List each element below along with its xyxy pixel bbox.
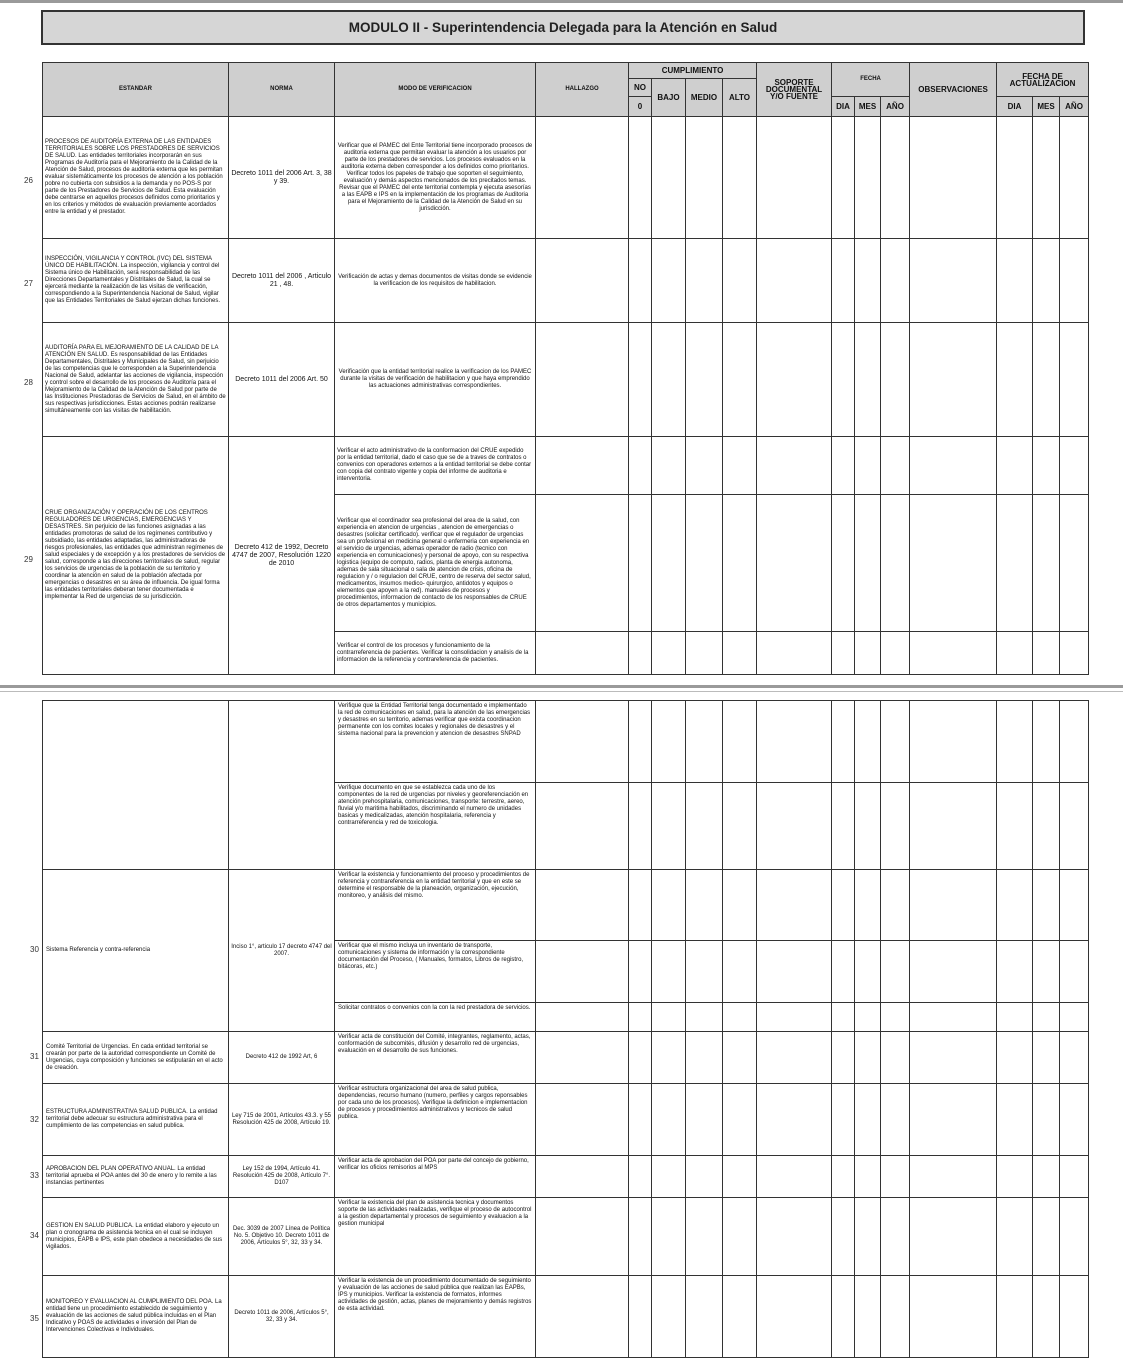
header-modo-verificacion: MODO DE VERIFICACION xyxy=(335,63,536,117)
norma-cell: Decreto 412 de 1992, Decreto 4747 de 2007, Resolución 1220 de 2010 xyxy=(229,437,335,675)
table-row xyxy=(43,870,1089,941)
estandar-cell: PROCESOS DE AUDITORÍA EXTERNA DE LAS ENTIDADES TERRITORIALES SOBRE LOS PRESTADORES DE SERVICIOS DE SALUD. Las entidades territoriales incorporarán en sus Programas de Auditoría para el Mejoramiento de la Calidad de la Atención de Salud, procesos de auditoría externa que les permitan evaluar sistemáticamente los procesos de atención a los población pobre no cubierta con subsidios a la demanda y no POS-S por parte de los Prestadores de Servicios de Salud. Esta evaluación debe centrarse en aquellos procesos definidos como prioritarios y en los criterios y métodos de evaluación previamente acordados entre la entidad y el prestador. xyxy=(43,117,229,239)
table-row xyxy=(43,1084,1089,1156)
row-number: 31 xyxy=(30,1052,39,1061)
table-row xyxy=(43,239,1089,323)
estandar-cell xyxy=(43,701,229,870)
row-number: 29 xyxy=(24,555,33,564)
row-number: 28 xyxy=(24,378,33,387)
norma-cell: Decreto 1011 del 2006 , Articulo 21 , 48. xyxy=(229,239,335,323)
header-soporte: SOPORTE DOCUMENTAL Y/O FUENTE xyxy=(757,63,832,117)
estandar-cell: MONITOREO Y EVALUACION AL CUMPLIMIENTO DEL POA. La entidad tiene un procedimiento establecido de seguimiento y evaluación de las acciones de salud pública incluidas en el Plan Indicativo y POAS de actividades e inversión del Plan de Intervenciones Colectivas e Individuales. xyxy=(43,1276,229,1358)
modo-cell: Verificar acta de constitución del Comité, integrantes, reglamento, actas, conformación de subcomités, difusión y desarrollo red de urgencias, evaluación en el desarrollo de sus funciones. xyxy=(335,1032,536,1084)
modo-cell: Verifique documento en que se establezca cada uno de los componentes de la red de urgencias por niveles y georeferenciación en atención prehospitalaria, comunicaciones, transporte: terrestre, aereo, fluvial y/o maritima habilitados, discriminando el numero de unidades basicas y medicalizadas, atención hospitalaria, referencia y contrarreferencia y red de toxicologia. xyxy=(335,783,536,870)
row-number: 27 xyxy=(24,279,33,288)
modo-cell: Verificar el control de los procesos y funcionamiento de la contrarreferencia de pacientes. Verificar la consolidacion y analisis de la informacion de la referencia y contrareferencia de pacientes. xyxy=(335,632,536,675)
norma-cell: Decreto 412 de 1992 Art, 6 xyxy=(229,1032,335,1084)
norma-cell: Dec. 3039 de 2007 Línea de Política No. 5. Objetivo 10. Decreto 1011 de 2006, Artículos 5°, 32, 33 y 34. xyxy=(229,1198,335,1276)
norma-cell: Decreto 1011 del 2006 Art. 50 xyxy=(229,323,335,437)
header-estandar: ESTANDAR xyxy=(43,63,229,117)
modo-cell: Verificar estructura organizacional del area de salud publica, dependencias, recurso humano (numero, perfiles y cargos reponsables por cada uno de los procesos). Verifique la definicion e implementacion de procesos y procedimientos administrativos y tecnicos de salud publica. xyxy=(335,1084,536,1156)
norma-cell xyxy=(229,701,335,870)
modo-cell: Verificar el acto administrativo de la conformacion del CRUE expedido por la entidad territorial, dado el caso que se de a traves de contratos o convenios con operadores externos a la entidad territorial se debe contar con copia del contrato vigente y copia del informe de auditoria e interventoria. xyxy=(335,437,536,495)
header-bajo: BAJO xyxy=(652,79,686,117)
table-row xyxy=(43,437,1089,495)
row-number: 35 xyxy=(30,1314,39,1323)
header-hallazgo: HALLAZGO xyxy=(536,63,629,117)
header-act-dia: DIA xyxy=(997,97,1033,117)
modo-cell: Verificar la existencia del plan de asistencia tecnica y documentos soporte de las actividades realizadas, verifique el proceso de autocontrol a la gestion departamental y procesos de seguimiento y evaluacion a la gestion municipal xyxy=(335,1198,536,1276)
modo-cell: Verificar que el PAMEC del Ente Territorial tiene incorporado procesos de auditoria externa que permitan evaluar la atención a los usuarios por parte de los prestadores de servicios. Los procesos evaluados en la auditoria externa deben corresponder a los definidos como prioritarios. Verificar todos los papeles de trabajo que soporten el seguimiento, evaluación y demás aspectos mencionados de los precitados temas. Revisar que el PAMEC del ente territorial contempla y ejecuta asesorías a las EAPB e IPS en la implementación de los programas de Auditoria para el Mejoramiento de la Calidad de la Atención de Salud en su jurisdicción. xyxy=(335,117,536,239)
modo-cell: Verificar que el mismo incluya un inventario de transporte, comunicaciones y sistema de información y la correspondiente documentación del Proceso, ( Manuales, formatos, Libros de registro, bitácoras, etc.) xyxy=(335,941,536,1003)
table-row xyxy=(43,1032,1089,1084)
row-number: 30 xyxy=(30,945,39,954)
norma-cell: Ley 152 de 1994, Artículo 41. Resolución 425 de 2008, Artículo 7°. D107 xyxy=(229,1156,335,1198)
row-number: 26 xyxy=(24,176,33,185)
modo-cell: Verifique que la Entidad Territorial tenga documentado e implementado la red de comunicaciones en salud, para la atención de las emergencias y desastres en su territorio, ademas verificar que exista coordinacion permanente con los comites locales y regionales de desastres y el sistema nacional para la prevencion y atencion de desastres SNPAD xyxy=(335,701,536,783)
header-cumplimiento: CUMPLIMIENTO xyxy=(629,63,757,79)
estandar-cell: Comité Territorial de Urgencias. En cada entidad territorial se crearán por parte de la autoridad correspondiente un Comité de Urgencias, cuya composición y funciones se estipularán en el acto de creación. xyxy=(43,1032,229,1084)
table-row xyxy=(43,1276,1089,1358)
modo-cell: Verificar que el coordinador sea profesional del area de la salud, con experiencia en atencion de urgencias , atencion de emergencias o desastres (solicitar certificado). verificar que el regulador de urgencias sea un profesional en medicina general o enfermeria con experiencia en el servicio de urgencias, ademas operador de radio (tecnico con experiencia en comunicaciones) y personal de apoyo, con su respectiva logistica (equipo de computo, radios, planta de energia autonoma, ademas de sala situacional o sala de atencion de crisis, oficina de regulacion y / o regulacion del CRUE, centro de reserva del sector salud, medicamentos, insumos medico- quirurgico, antidotos y equipos o elementos que apoyen a la red). manuales de procesos y procedimientos, informacion de contacto de los responsables de CRUE de otros departamentos y municipios. xyxy=(335,495,536,632)
modo-cell: Solicitar contratos o convenios con la con la red prestadora de servicios. xyxy=(335,1003,536,1032)
table-row xyxy=(43,1198,1089,1276)
verification-table-bottom xyxy=(42,700,1089,1358)
modo-cell: Verificación de actas y demas documentos de visitas donde se evidencie la verificacion de los requisitos de habilitacion. xyxy=(335,239,536,323)
header-fecha-anio: AÑO xyxy=(881,97,910,117)
estandar-cell: ESTRUCTURA ADMINISTRATIVA SALUD PUBLICA. La entidad territorial debe adecuar su estructura administrativa para el cumplimiento de las competencias en salud publica. xyxy=(43,1084,229,1156)
estandar-cell: AUDITORÍA PARA EL MEJORAMIENTO DE LA CALIDAD DE LA ATENCIÓN EN SALUD. Es responsabilidad de las Entidades Departamentales, Distritales y Municipales de Salud, sin perjuicio de las competencias que le corresponden a la Superintendencia Nacional de Salud, adelantar las acciones de vigilancia, inspección y control sobre el desarrollo de los procesos de Auditoría para el Mejoramiento de la Calidad de la Atención de Salud por parte de las Instituciones Prestadoras de Servicios de Salud, en el ámbito de sus respectivas jurisdicciones. Estas acciones podrán realizarse simultáneamente con las visitas de habilitación. xyxy=(43,323,229,437)
estandar-cell: GESTION EN SALUD PUBLICA. La entidad elaboro y ejecuto un plan o cronograma de asistencia tecnica en el cual se incluyen municipios, EAPB e IPS, este plan obedece a necesidades de sus vigilados. xyxy=(43,1198,229,1276)
table-row xyxy=(43,1156,1089,1198)
table-row xyxy=(43,701,1089,783)
module-title: MODULO II - Superintendencia Delegada para la Atención en Salud xyxy=(41,10,1085,45)
norma-cell: Decreto 1011 de 2006, Artículos 5°, 32, 33 y 34. xyxy=(229,1276,335,1358)
norma-cell: Inciso 1°, articulo 17 decreto 4747 del 2007. xyxy=(229,870,335,1032)
estandar-cell: Sistema Referencia y contra-referencia xyxy=(43,870,229,1032)
header-fecha: FECHA xyxy=(832,63,910,97)
estandar-cell: APROBACION DEL PLAN OPERATIVO ANUAL. La entidad territorial aprueba el POA antes del 30 de enero y lo remite a las instancias pertinentes xyxy=(43,1156,229,1198)
row-number: 32 xyxy=(30,1115,39,1124)
modo-cell: Verificación que la entidad territorial realice la verificacion de los PAMEC durante la visitas de verificación de habilitacion y que haya emprendido las actuaciones administrativas correspondientes. xyxy=(335,323,536,437)
header-no: NO xyxy=(629,79,652,97)
modo-cell: Verificar la existencia de un procedimiento documentado de seguimiento y evaluación de las acciones de salud pública que realizan las EAPBs, IPS y municipios. Verificar la existencia de formatos, informes actividades de gestión, actas, planes de mejoramiento y demás registros de esta actividad. xyxy=(335,1276,536,1358)
row-number: 33 xyxy=(30,1171,39,1180)
header-act-mes: MES xyxy=(1033,97,1060,117)
top-rule xyxy=(0,0,1123,3)
table-row xyxy=(43,323,1089,437)
header-norma: NORMA xyxy=(229,63,335,117)
header-act-anio: AÑO xyxy=(1060,97,1089,117)
norma-cell: Decreto 1011 del 2006 Art. 3, 38 y 39. xyxy=(229,117,335,239)
estandar-cell: CRUE ORGANIZACIÓN Y OPERACIÓN DE LOS CENTROS REGULADORES DE URGENCIAS, EMERGENCIAS Y DESASTRES. Sin perjuicio de las funciones asignadas a las entidades promotoras de salud de los regímenes contributivo y subsidiado, las entidades adaptadas, las administradoras de riesgos profesionales, las entidades que administran regímenes de salud especiales y de excepción y a los prestadores de servicios de salud, corresponde a las direcciones territoriales de salud, regular los servicios de urgencias de la población de su territorio y coordinar la atención en salud de la población afectada por emergencias o desastres en su área de influencia. De igual forma las entidades territoriales deberan tener documentada e implementar la Red de urgencias de su jurisdicción. xyxy=(43,437,229,675)
modo-cell: Verificar acta de aprobacion del POA por parte del concejo de gobierno, verificar los oficios remisorios al MPS xyxy=(335,1156,536,1198)
table-row xyxy=(43,117,1089,239)
header-fecha-actualizacion: FECHA DE ACTUALIZACION xyxy=(997,63,1089,97)
header-fecha-dia: DIA xyxy=(832,97,855,117)
estandar-cell: INSPECCIÓN, VIGILANCIA Y CONTROL (IVC) DEL SISTEMA ÚNICO DE HABILITACIÓN. La inspección, vigilancia y control del Sistema único de Habilitación, será responsabilidad de las Direcciones Departamentales y Distritales de Salud, la cual se ejercerá mediante la realización de las visitas de verificación, correspondiendo a la Superintendencia Nacional de Salud, vigilar que las Entidades Territoriales de Salud ejerzan dichas funciones. xyxy=(43,239,229,323)
norma-cell: Ley 715 de 2001, Artículos 43.3. y 55 Resolución 425 de 2008, Artículo 19. xyxy=(229,1084,335,1156)
row-number: 34 xyxy=(30,1231,39,1240)
header-alto: ALTO xyxy=(723,79,757,117)
header-observaciones: OBSERVACIONES xyxy=(910,63,997,117)
header-fecha-mes: MES xyxy=(855,97,881,117)
modo-cell: Verificar la existencia y funcionamiento del proceso y procedimientos de referencia y contrareferencia en la entidad territorial y que en este se determine el responsable de la planeación, organización, ejecución, monitoreo, y análisis del mismo. xyxy=(335,870,536,941)
page-break xyxy=(0,683,1123,694)
header-zero: 0 xyxy=(629,97,652,117)
verification-table-top xyxy=(42,62,1089,675)
header-medio: MEDIO xyxy=(686,79,723,117)
